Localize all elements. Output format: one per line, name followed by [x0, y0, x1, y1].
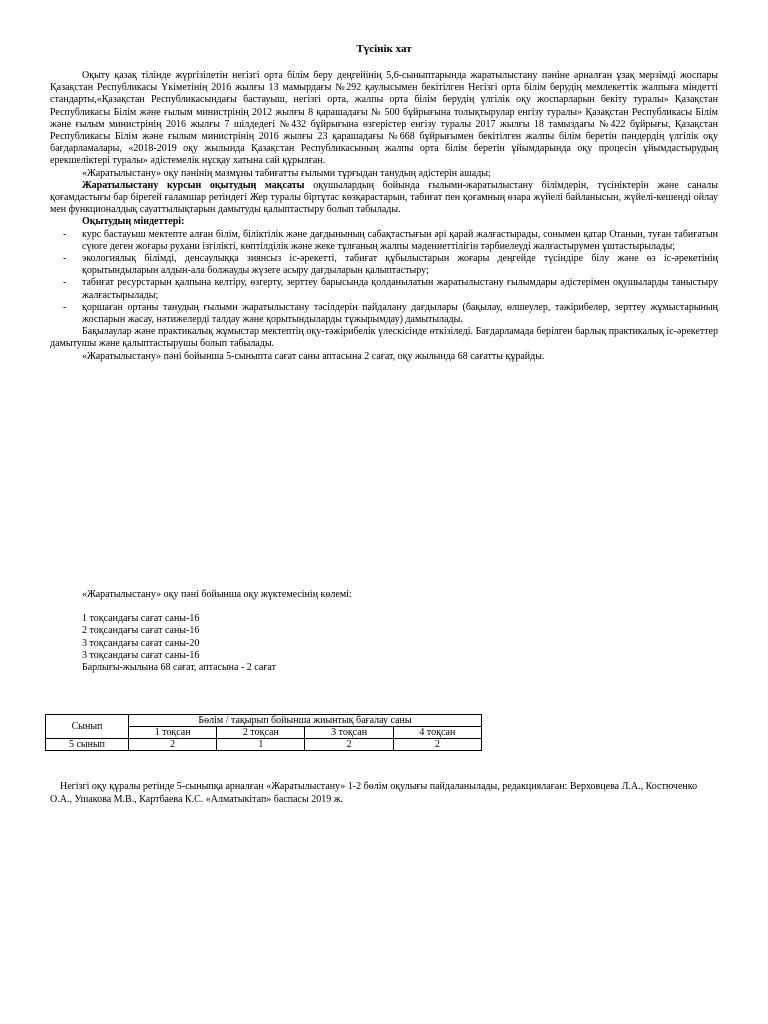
content-paragraph: «Жаратылыстану» оқу пәнінің мазмұны табиғатты ғылыми тұрғыдан танудың әдістерін ашады;: [82, 167, 491, 179]
quarter-header: 2 тоқсан: [217, 727, 305, 739]
workload-section: [82, 589, 352, 674]
textbook-note: Негізгі оқу құралы ретінде 5-сыныпқа арналған «Жаратылыстану» 1-2 бөлім оқулығы пайдаланылады, редакциялаған: Верховцева Л.А., Костюченко О.А., Ушакова М.В., Картбаева К.С. «Алматыкітап» баспасы 2019 ж.: [50, 781, 698, 805]
goal-text: оқушылардың бойында ғылыми-жаратылыстану білімдерін, түсініктерін және саналы қоғамдастығы бар бірегей ғаламшар ретіндегі Жер туралы біртұтас көзқарастарын, табиғат пен қоғамның өзара жүйелі байланысын, жүйелі-кешенді ойлау мен функционалдық сауаттылықтарын дамытуды қалыптастыру болып табылады.: [50, 179, 718, 216]
list-item: - курс бастауыш мектепте алған білім, біліктілік және дағдынының сабақтастығын әрі қарай жалғастырады, сонымен қатар Отанын, туған табиғатын сүюге деген жоғары рухани ізгілікті, көптілділік және жеке тұлғаның жалпы мәдениеттілігін тәрбиелеуді жалғастырумен ұштастырылады;: [63, 228, 718, 252]
tasks-list: [50, 229, 718, 327]
dash-bullet: -: [63, 277, 67, 289]
table-row: [46, 739, 482, 751]
workload-line: 2 тоқсандағы сағат саны-16: [82, 625, 200, 637]
quarter-header: 3 тоқсан: [305, 727, 393, 739]
goal-paragraph: [50, 180, 718, 217]
workload-line: 1 тоқсандағы сағат саны-16: [82, 613, 200, 625]
tasks-heading: Оқытудың міндеттері:: [82, 216, 185, 228]
document-title: Түсінік хат: [356, 43, 412, 55]
workload-total: Барлығы-жылына 68 сағат, аптасына - 2 сағат: [82, 662, 276, 674]
explanatory-text: [50, 70, 718, 363]
class-cell: 5 сынып: [46, 739, 129, 751]
dash-bullet: -: [63, 228, 67, 240]
class-column-header: Сынып: [46, 715, 129, 739]
table-header-row: [46, 715, 482, 727]
list-item: - экологиялық білімді, денсаулыққа зиянсыз іс-әрекетті, табиғат құбылыстарын жоғары деңгейде түсіндіре білу және өз іс-әрекетінің қорытындыларын алдын-ала болжауды жүзеге асыру дағдыларын қалыптастыру;: [63, 253, 718, 277]
goal-label: Жаратылыстану курсын оқытудың мақсаты: [82, 179, 305, 191]
assessment-table: [45, 714, 482, 751]
assessment-group-header: Бөлім / тақырып бойынша жиынтық бағалау саны: [129, 715, 482, 727]
dash-bullet: -: [63, 301, 67, 313]
value-cell: 1: [217, 739, 305, 751]
list-item: - қоршаған ортаны танудың ғылыми жаратылыстану тәсілдерін пайдалану дағдылары (бақылау, өлшеулер, тәжірибелер, зерттеу жұмыстарының жоспарын жасау, нәтижелерді талдау және қорытындыларды тұжырымдау) дамытылады.: [63, 301, 718, 326]
quarter-header: 1 тоқсан: [129, 727, 217, 739]
intro-paragraph: Оқыту қазақ тілінде жүргізілетін негізгі орта білім беру деңгейінің 5,6-сыныптарында жаратылыстану пәніне арналған ұзақ мерзімді жоспары Қазақстан Республикасы Үкіметінің 2016 жылғы 13 мамырдағы №292 қаулысымен бекітілген Негізгі орта білім берудің мемлекеттік жалпыға міндетті стандарты,«Қазақстан Республикасындағы бастауыш, негізгі орта, жалпы орта білім берудің үлгілік оқу жоспарларын бекіту туралы» Қазақстан Республикасы Білім және ғылым министрінің 2012 жылғы 8 қарашадағы № 500 бұйрығына толықтырулар енгізу туралы» Қазақстан Республикасы Білім және ғылым министрінің 2016 жылғы 7 шілдедегі №432 бұйрығына өзгерістер енгізу туралы 2017 жылғы 18 тамыздағы №422 бұйрығы, Қазақстан Республикасы Білім және ғылым министрінің 2016 жылғы 23 қарашадағы №668 бұйрығымен бекітілген жалпы білім беретін пәндердің үлгілік оқу бағдарламалары, «2018-2019 оқу жылында Қазақстан Республикасының жалпы орта білім беретін ұйымдарында оқу процесін ұйымдастырудың ерекшеліктері туралы» әдістемелік нұсқау хатына сай құрылған.: [50, 70, 718, 167]
hours-paragraph: «Жаратылыстану» пәні бойынша 5-сыныпта сағат саны аптасына 2 сағат, оқу жылында 68 сағатты құрайды.: [82, 350, 545, 362]
list-item: - табиғат ресурстарын қалпына келтіру, өзгерту, зерттеу барысында қолданылатын жаратылыстану ғылымдары әдістерімен оқушыларды таныстыру жалғастырылады;: [63, 277, 718, 301]
workload-line: 3 тоқсандағы сағат саны-16: [82, 649, 200, 661]
value-cell: 2: [129, 739, 217, 751]
quarter-header: 4 тоқсан: [393, 727, 481, 739]
workload-line: 3 тоқсандағы сағат саны-20: [82, 637, 200, 649]
workload-heading: «Жаратылыстану» оқу пәні бойынша оқу жүктемесінің көлемі:: [82, 589, 352, 600]
value-cell: 2: [305, 739, 393, 751]
dash-bullet: -: [63, 253, 67, 265]
value-cell: 2: [393, 739, 481, 751]
practice-paragraph: Бақылаулар және практикалық жұмыстар мектептің оқу-тәжірибелік үлескісінде өткізіледі. Бағдарламада берілген барлық практикалық іс-әрекеттер дамытушы және қалыптастырушы болып табылады.: [50, 326, 718, 350]
